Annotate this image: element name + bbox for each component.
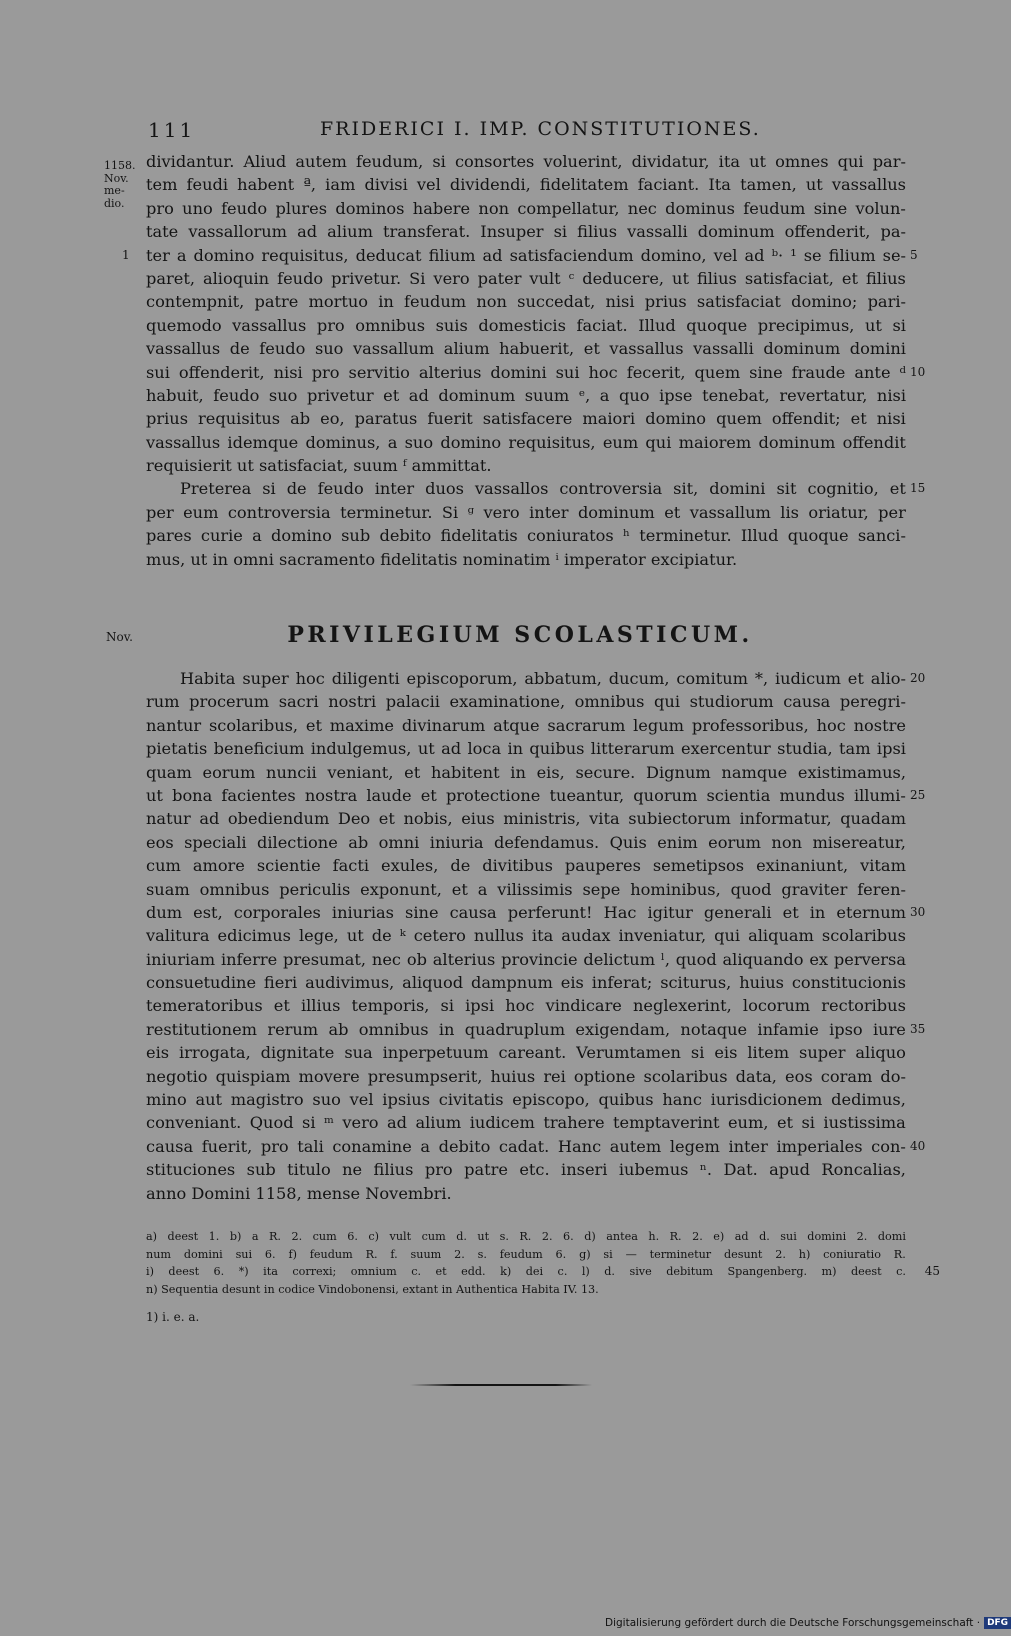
text-line	[146, 407, 906, 430]
text-line-text: Habita super hoc diligenti episcoporum, abbatum, ducum, comitum *, iudicum et alio-	[180, 669, 906, 688]
text-line-text: quam eorum nuncii veniant, et habitent in eis, secure. Dignum namque existimamus,	[146, 762, 906, 782]
text-line	[146, 290, 906, 313]
text-line	[146, 431, 906, 454]
text-line	[146, 314, 906, 337]
text-line-text: paret, alioquin feudo privetur. Si vero pater vult ᶜ deducere, ut filius satisfaciat, et filius	[146, 268, 906, 288]
text-line-text: tate vassallorum ad alium transferat. Insuper si filius vassalli dominum offenderit, pa-	[146, 222, 906, 242]
text-line	[146, 501, 906, 524]
main-text-block	[146, 667, 926, 1205]
text-line	[146, 361, 926, 384]
footnote-line-text: n) Sequentia desunt in codice Vindobonensi, extant in Authentica Habita IV. 13.	[146, 1282, 599, 1296]
footnote-line-text: num domini sui 6. f) feudum R. f. suum 2. s. feudum 6. g) si — terminetur desunt 2. h) coniuratio R.	[146, 1247, 906, 1261]
text-line	[146, 854, 906, 877]
digitization-credit	[605, 1617, 1011, 1629]
footnote-line-text: i) deest 6. *) ita correxi; omnium c. et edd. k) dei c. l) d. sive debitum Spangenberg. m) deest c.	[146, 1265, 906, 1278]
text-line-text: per eum controversia terminetur. Si ᵍ vero inter dominum et vassallum lis oriatur, per	[146, 502, 906, 522]
margin-line-number: 1	[122, 247, 130, 262]
text-line-text: ter a domino requisitus, deducat filium ad satisfaciendum domino, vel ad ᵇ· ¹ se filium se-	[146, 245, 906, 265]
text-line	[146, 524, 906, 547]
text-line-text: prius requisitus ab eo, paratus fuerit satisfacere maiori domino quem offendit; et nisi	[146, 409, 906, 429]
footnote-extra: 1) i. e. a.	[146, 1310, 200, 1324]
text-line	[146, 831, 906, 854]
footnote-line	[146, 1263, 940, 1281]
text-line-text: mus, ut in omni sacramento fidelitatis nominatim ⁱ imperator excipiatur.	[146, 549, 738, 569]
footnote-line	[146, 1246, 906, 1264]
footnote-line-text: a) deest 1. b) a R. 2. cum 6. c) vult cum d. ut s. R. 2. 6. d) antea h. R. 2. e) ad d. sui domini 2. domi	[146, 1230, 906, 1243]
text-line-text: tem feudi habent ª, iam divisi vel dividendi, fidelitatem faciant. Ita tamen, ut vassallus	[146, 175, 906, 195]
text-line	[146, 1041, 906, 1064]
footnote-line	[146, 1281, 906, 1299]
page-header	[0, 118, 1000, 148]
text-line	[146, 737, 906, 760]
text-line	[146, 220, 906, 243]
text-line	[146, 761, 906, 784]
text-line-text: cum amore scientie facti exules, de divitibus pauperes semetipsos exinaniunt, vitam	[146, 856, 906, 876]
text-line-text: temeratoribus et illius temporis, si ipsi hoc vindicare neglexerint, locorum rectoribus	[146, 996, 906, 1016]
line-number: 40	[910, 1138, 926, 1153]
text-line-text: anno Domini 1158, mense Novembri.	[146, 1183, 452, 1203]
text-line-text: dividantur. Aliud autem feudum, si consortes voluerint, dividatur, ita ut omnes qui par-	[146, 152, 906, 171]
text-line-text: dum est, corporales iniurias sine causa perferunt! Hac igitur generali et in eternum	[146, 902, 906, 922]
text-line	[146, 1088, 906, 1111]
text-line-text: requisierit ut satisfaciat, suum ᶠ ammittat.	[146, 456, 492, 476]
line-number: 45	[924, 1264, 940, 1278]
footnote-line	[146, 1228, 906, 1246]
text-line	[146, 150, 906, 173]
text-line-text: habuit, feudo suo privetur et ad dominum suum ᵉ, a quo ipse tenebat, revertatur, nisi	[146, 385, 906, 405]
line-number: 35	[910, 1021, 926, 1036]
text-line	[122, 244, 918, 267]
text-line	[146, 994, 906, 1017]
text-line	[146, 548, 906, 571]
text-line-text: vassallus de feudo suo vassallum alium habuerit, et vassallus vassalli dominum domini	[146, 339, 906, 359]
text-line-text: pro uno feudo plures dominos habere non compellatur, nec dominus feudum sine volun-	[146, 198, 906, 218]
margin-nov-label: Nov.	[106, 630, 133, 644]
text-line-text: eis irrogata, dignitate sua inperpetuum careant. Verumtamen si eis litem super aliquo	[146, 1043, 906, 1063]
credit-text: Digitalisierung gefördert durch die Deutsche Forschungsgemeinschaft ·	[605, 1617, 981, 1629]
text-line	[146, 173, 906, 196]
text-line	[146, 1182, 906, 1205]
text-line	[146, 337, 906, 360]
text-line	[146, 667, 926, 690]
margin-date-note: 1158. Nov. me- dio.	[104, 159, 136, 210]
page-number: 111	[148, 118, 196, 142]
text-line-text: nantur scolaribus, et maxime divinarum atque sacrarum legum professoribus, hoc nostre	[146, 715, 906, 735]
text-line-text: vassallus idemque dominus, a suo domino requisitus, eum qui maiorem dominum offendit	[146, 432, 906, 452]
text-line-text: rum procerum sacri nostri palacii examinatione, omnibus qui studiorum causa peregri-	[146, 692, 906, 712]
text-line-text: quemodo vassallus pro omnibus suis domesticis faciat. Illud quoque precipimus, ut si	[146, 315, 906, 335]
text-line	[146, 1158, 906, 1181]
line-number: 25	[910, 787, 926, 802]
text-line-text: stituciones sub titulo ne filius pro patre etc. inseri iubemus ⁿ. Dat. apud Roncalias,	[146, 1160, 906, 1180]
text-line-text: Preterea si de feudo inter duos vassallos controversia sit, domini sit cognitio, et	[180, 479, 906, 499]
text-line	[146, 901, 926, 924]
text-line	[146, 1135, 926, 1158]
line-number: 15	[910, 481, 926, 496]
separator-rule	[410, 1384, 592, 1386]
section-title: PRIVILEGIUM SCOLASTICUM.	[287, 622, 753, 648]
text-line-text: negotio quispiam movere presumpserit, huius rei optione scolaribus data, eos coram do-	[146, 1066, 906, 1086]
running-title: FRIDERICI I. IMP. CONSTITUTIONES.	[320, 118, 761, 140]
text-line-text: pietatis beneficium indulgemus, ut ad loca in quibus litterarum exercentur studia, tam ipsi	[146, 739, 906, 759]
text-line	[146, 924, 906, 947]
text-line	[146, 454, 906, 477]
text-line-text: eos speciali dilectione ab omni iniuria defendamus. Quis enim eorum non misereatur,	[146, 832, 906, 852]
text-line-text: suam omnibus periculis exponunt, et a vilissimis sepe hominibus, quod graviter feren-	[146, 879, 906, 899]
text-line-text: ut bona facientes nostra laude et protectione tueantur, quorum scientia mundus illumi-	[146, 785, 906, 805]
text-line-text: consuetudine fieri audivimus, aliquod dampnum eis inferat; sciturus, huius constitucionis	[146, 973, 906, 993]
text-line	[146, 384, 906, 407]
text-line	[146, 971, 906, 994]
text-line	[146, 690, 906, 713]
text-line	[146, 807, 906, 830]
text-line	[146, 1018, 926, 1041]
text-line-text: valitura edicimus lege, ut de ᵏ cetero nullus ita audax inveniatur, qui aliquam scolaribus	[146, 926, 906, 946]
line-number: 20	[910, 671, 926, 685]
text-line-text: conveniant. Quod si ᵐ vero ad alium iudicem trahere temptaverint eum, et si iustissima	[146, 1113, 906, 1133]
text-line	[146, 267, 906, 290]
dfg-logo: DFG	[984, 1617, 1011, 1629]
text-line-text: causa fuerit, pro tali conamine a debito cadat. Hanc autem legem inter imperiales con-	[146, 1136, 906, 1156]
text-line-text: contempnit, patre mortuo in feudum non succedat, nisi prius satisfaciat domino; pari-	[146, 292, 906, 312]
line-number: 10	[910, 364, 926, 379]
text-line	[146, 878, 906, 901]
text-line	[146, 197, 906, 220]
text-line	[146, 948, 906, 971]
text-line	[146, 784, 926, 807]
top-text-block	[122, 150, 926, 571]
text-line	[146, 1065, 906, 1088]
line-number: 5	[910, 247, 918, 262]
footnotes	[146, 1228, 940, 1298]
line-number: 30	[910, 904, 926, 919]
text-line-text: sui offenderit, nisi pro servitio alterius domini sui hoc fecerit, quem sine fraude ante ᵈ	[146, 362, 906, 382]
text-line-text: iniuriam inferre presumat, nec ob alterius provincie delictum ˡ, quod aliquando ex perversa	[146, 949, 906, 969]
text-line	[146, 477, 926, 500]
text-line-text: pares curie a domino sub debito fidelitatis coniuratos ʰ terminetur. Illud quoque sanci-	[146, 526, 906, 546]
text-line-text: restitutionem rerum ab omnibus in quadruplum exigendam, notaque infamie ipso iure	[146, 1019, 906, 1039]
text-line-text: mino aut magistro suo vel ipsius civitatis episcopo, quibus hanc iurisdicionem dedimus,	[146, 1090, 906, 1110]
text-line-text: natur ad obediendum Deo et nobis, eius ministris, vita subiectorum informatur, quadam	[146, 809, 906, 829]
text-line	[146, 714, 906, 737]
text-line	[146, 1111, 906, 1134]
